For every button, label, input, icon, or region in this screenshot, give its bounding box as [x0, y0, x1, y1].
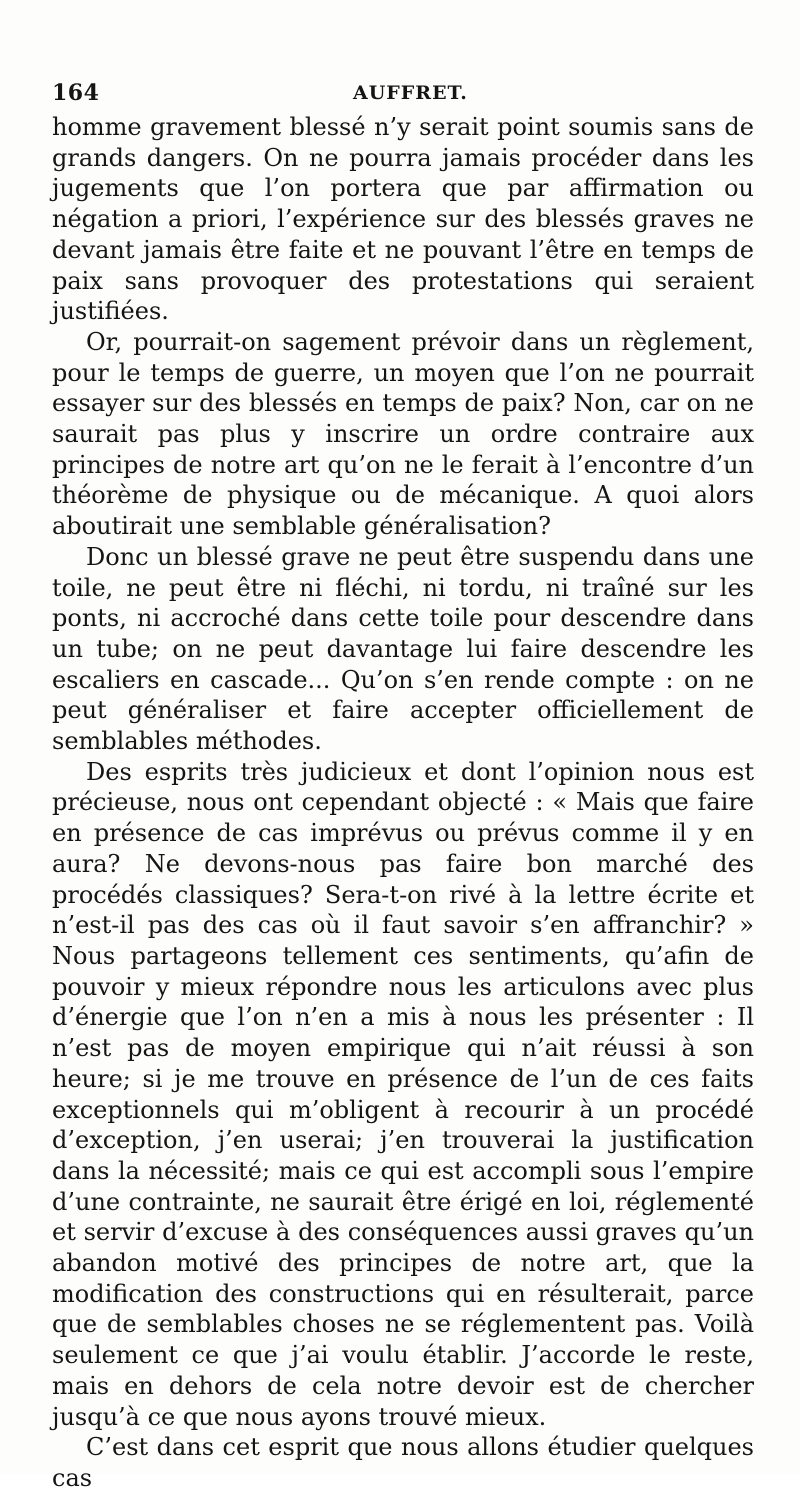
running-head: AUFFRET. [353, 82, 468, 104]
page-header [52, 80, 760, 112]
paragraph: Or, pourrait-on sagement prévoir dans un règlement, pour le temps de guerre, un moyen que l’on ne pourrait essayer sur des blessés en temps de paix? Non, car on ne saurait pas plus y inscrire un ordre contraire aux principes de notre art qu’on ne le ferait à l’encontre d’un théorème de physique ou de mécanique. A quoi alors aboutirait une semblable généralisation? [52, 327, 754, 541]
paragraph: C’est dans cet esprit que nous allons étudier quelques cas [52, 1433, 754, 1492]
page-number: 164 [52, 80, 100, 106]
paragraph: Donc un blessé grave ne peut être suspendu dans une toile, ne peut être ni fléchi, ni tordu, ni traîné sur les ponts, ni accroché dans cette toile pour descendre dans un tube; on ne peut davantage lui faire descendre les escaliers en cascade... Qu’on s’en rende compte : on ne peut généraliser et faire accepter officiellement de semblables méthodes. [52, 542, 754, 756]
paragraph: homme gravement blessé n’y serait point soumis sans de grands dangers. On ne pourra jamais procéder dans les jugements que l’on portera que par affirmation ou négation a priori, l’expérience sur des blessés graves ne devant jamais être faite et ne pouvant l’être en temps de paix sans provoquer des protestations qui seraient justifiées. [52, 113, 754, 326]
body-text [52, 112, 754, 1494]
paragraph: Des esprits très judicieux et dont l’opinion nous est précieuse, nous ont cependant objecté : « Mais que faire en présence de cas imprévus ou prévus comme il y en aura? Ne devons-nous pas faire bon marché des procédés classiques? Sera-t-on rivé à la lettre écrite et n’est-il pas des cas où il faut savoir s’en affranchir? » Nous partageons tellement ces sentiments, qu’afin de pouvoir y mieux répondre nous les articulons avec plus d’énergie que l’on n’en a mis à nous les présenter : Il n’est pas de moyen empirique qui n’ait réussi à son heure; si je me trouve en présence de l’un de ces faits exceptionnels qui m’obligent à recourir à un procédé d’exception, j’en userai; j’en trouverai la justification dans la nécessité; mais ce qui est accompli sous l’empire d’une contrainte, ne saurait être érigé en loi, réglementé et servir d’excuse à des conséquences aussi graves qu’un abandon motivé des principes de notre art, que la modification des constructions qui en résulterait, parce que de semblables choses ne se réglementent pas. Voilà seulement ce que j’ai voulu établir. J’accorde le reste, mais en dehors de cela notre devoir est de chercher jusqu’à ce que nous ayons trouvé mieux. [52, 757, 754, 1431]
